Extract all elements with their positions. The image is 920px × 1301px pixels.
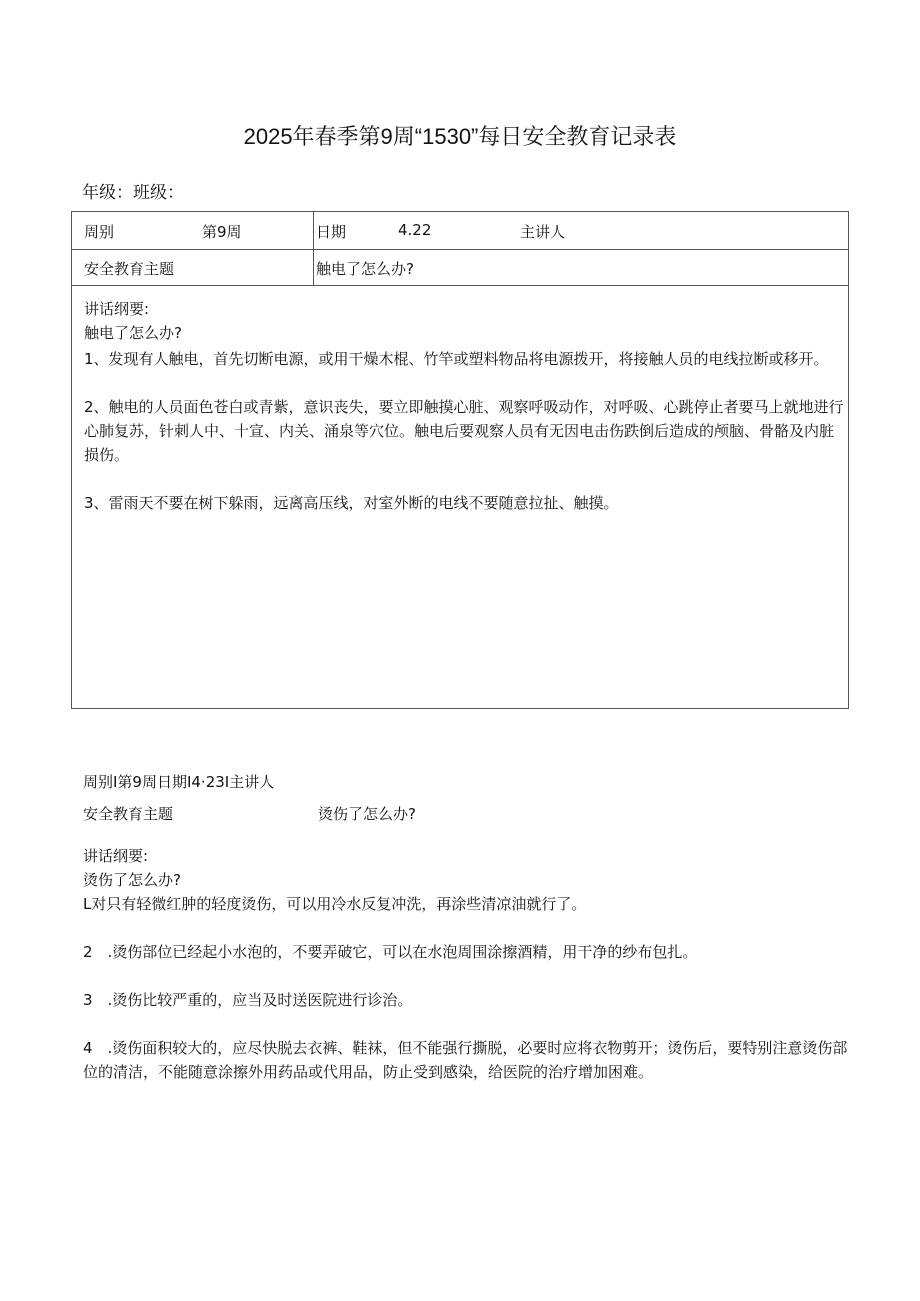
outline-point-1: 1、发现有人触电，首先切断电源，或用干燥木棍、竹竿或塑料物品将电源拨开，将接触人员的电线拉断或移开。 — [84, 350, 829, 368]
outline-point-3: 3、雷雨天不要在树下躲雨，远离高压线，对室外断的电线不要随意拉扯、触摸。 — [84, 494, 619, 512]
theme-label: 安全教育主题 — [84, 260, 175, 278]
record2-outline-title: 烫伤了怎么办? — [83, 871, 181, 889]
table-row-header — [72, 212, 848, 250]
week-value: 第9周 — [202, 223, 242, 241]
column-divider — [313, 212, 314, 286]
record2-header-line: 周别I第9周日期I4·23I主讲人 — [83, 773, 275, 791]
table-row-theme — [72, 250, 848, 286]
outline-label: 讲话纲要: — [84, 300, 150, 318]
date-label: 日期 — [316, 223, 347, 241]
record2-theme-label: 安全教育主题 — [83, 805, 174, 823]
date-value: 4.22 — [398, 221, 432, 239]
outline-content — [84, 297, 844, 515]
record2-point-2: 2 .烫伤部位已经起小水泡的，不要弄破它，可以在水泡周围涂擦酒精，用干净的纱布包扎。 — [83, 943, 698, 961]
week-label: 周别 — [84, 223, 115, 241]
page-title: 2025年春季第9周“1530”每日安全教育记录表 — [243, 124, 677, 149]
grade-class-line: 年级：班级： — [82, 183, 184, 203]
record2-point-4: 4 .烫伤面积较大的，应尽快脱去衣裤、鞋袜，但不能强行撕脱，必要时应将衣物剪开；烫伤后，要特别注意烫伤部位的清洁，不能随意涂擦外用药品或代用品，防止受到感染，给医院的治疗增加困难。 — [83, 1039, 848, 1081]
record2-outline-content — [83, 844, 853, 1084]
record2-point-1: L对只有轻微红肿的轻度烫伤，可以用冷水反复冲洗，再涂些清凉油就行了。 — [83, 895, 587, 913]
record2-theme-value: 烫伤了怎么办? — [318, 805, 416, 823]
record2-outline-label: 讲话纲要: — [83, 847, 149, 865]
theme-value: 触电了怎么办? — [316, 260, 414, 278]
speaker-label: 主讲人 — [520, 223, 566, 241]
outline-point-2: 2、触电的人员面色苍白或青紫，意识丧失，要立即触摸心脏、观察呼吸动作，对呼吸、心跳停止者要马上就地进行心肺复苏，针刺人中、十宣、内关、涌泉等穴位。触电后要观察人员有无因电击伤跌倒后造成的颅脑、骨骼及内脏损伤。 — [84, 398, 844, 464]
record-table-1 — [71, 211, 849, 709]
outline-title: 触电了怎么办? — [84, 324, 182, 342]
record2-point-3: 3 .烫伤比较严重的，应当及时送医院进行诊治。 — [83, 991, 413, 1009]
